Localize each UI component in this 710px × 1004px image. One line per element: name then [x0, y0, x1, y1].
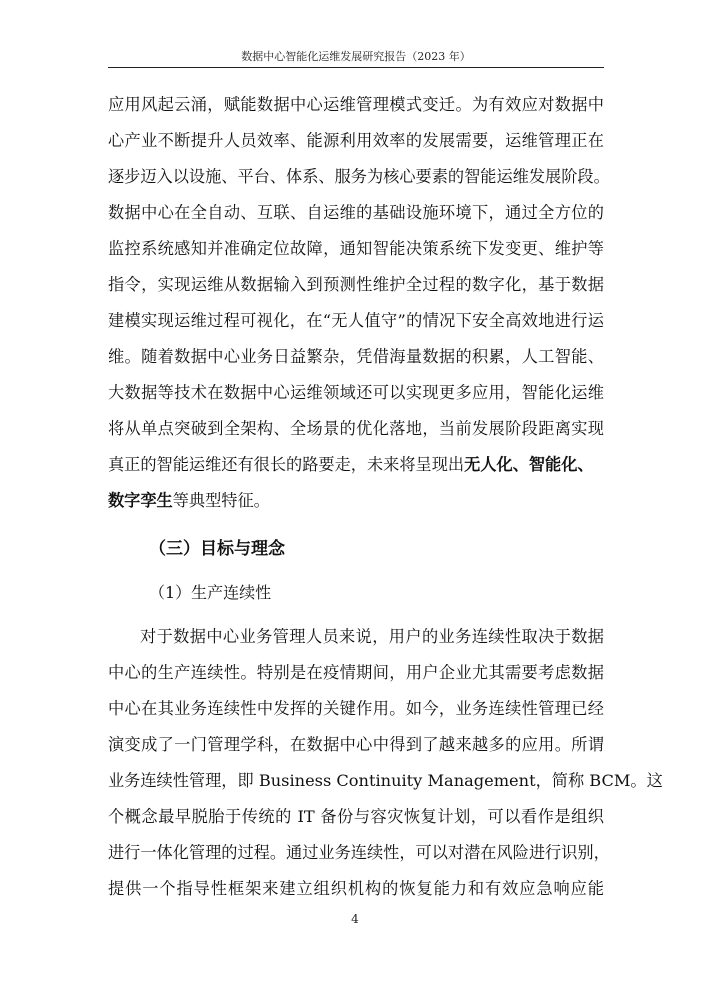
text-line: 中心的生产连续性。特别是在疫情期间，用户企业尤其需要考虑数据 — [108, 663, 604, 682]
text-line — [108, 450, 604, 480]
text-line: 演变成了一门管理学科，在数据中心中得到了越来越多的应用。所谓 — [108, 735, 604, 754]
text-run: 真正的智能运维还有很长的路要走，未来将呈现出 — [108, 455, 465, 474]
bold-keywords: 无人化、智能化、 — [464, 455, 594, 474]
text-line: 应用风起云涌，赋能数据中心运维管理模式变迁。为有效应对数据中 — [108, 95, 604, 114]
text-line — [108, 486, 604, 516]
text-line: 监控系统感知并准确定位故障，通知智能决策系统下发变更、维护等 — [108, 239, 604, 258]
text-line: 大数据等技术在数据中心运维领域还可以实现更多应用，智能化运维 — [108, 383, 604, 402]
text-line: 个概念最早脱胎于传统的 IT 备份与容灾恢复计划，可以看作是组织 — [108, 807, 604, 826]
text-line: 业务连续性管理，即 Business Continuity Management，简称 BCM。这 — [108, 771, 663, 790]
running-header: 数据中心智能化运维发展研究报告（2023 年） — [241, 50, 471, 63]
text-line: 数据中心在全自动、互联、自运维的基础设施环境下，通过全方位的 — [108, 203, 604, 222]
text-line: 心产业不断提升人员效率、能源利用效率的发展需要，运维管理正在 — [108, 131, 604, 150]
text-line: 将从单点突破到全架构、全场景的优化落地，当前发展阶段距离实现 — [108, 419, 604, 438]
text-line: 建模实现运维过程可视化，在“无人值守”的情况下安全高效地进行运 — [108, 311, 604, 330]
page-number: 4 — [351, 912, 359, 926]
text-line: 指令，实现运维从数据输入到预测性维护全过程的数字化，基于数据 — [108, 275, 604, 294]
subsection-heading: （1）生产连续性 — [149, 583, 272, 602]
text-line: 提供一个指导性框架来建立组织机构的恢复能力和有效应急响应能 — [108, 879, 604, 898]
text-line: 维。随着数据中心业务日益繁杂，凭借海量数据的积累，人工智能、 — [108, 347, 604, 366]
header-rule — [108, 67, 604, 68]
text-run: 等典型特征。 — [172, 491, 270, 510]
text-line: 中心在其业务连续性中发挥的关键作用。如今，业务连续性管理已经 — [108, 699, 604, 718]
text-line: 进行一体化管理的过程。通过业务连续性，可以对潜在风险进行识别， — [108, 843, 610, 862]
text-line: 逐步迈入以设施、平台、体系、服务为核心要素的智能运维发展阶段。 — [108, 167, 610, 186]
section-heading: （三）目标与理念 — [149, 539, 285, 559]
text-line: 对于数据中心业务管理人员来说，用户的业务连续性取决于数据 — [140, 627, 604, 646]
bold-keywords: 数字孪生 — [108, 491, 173, 510]
